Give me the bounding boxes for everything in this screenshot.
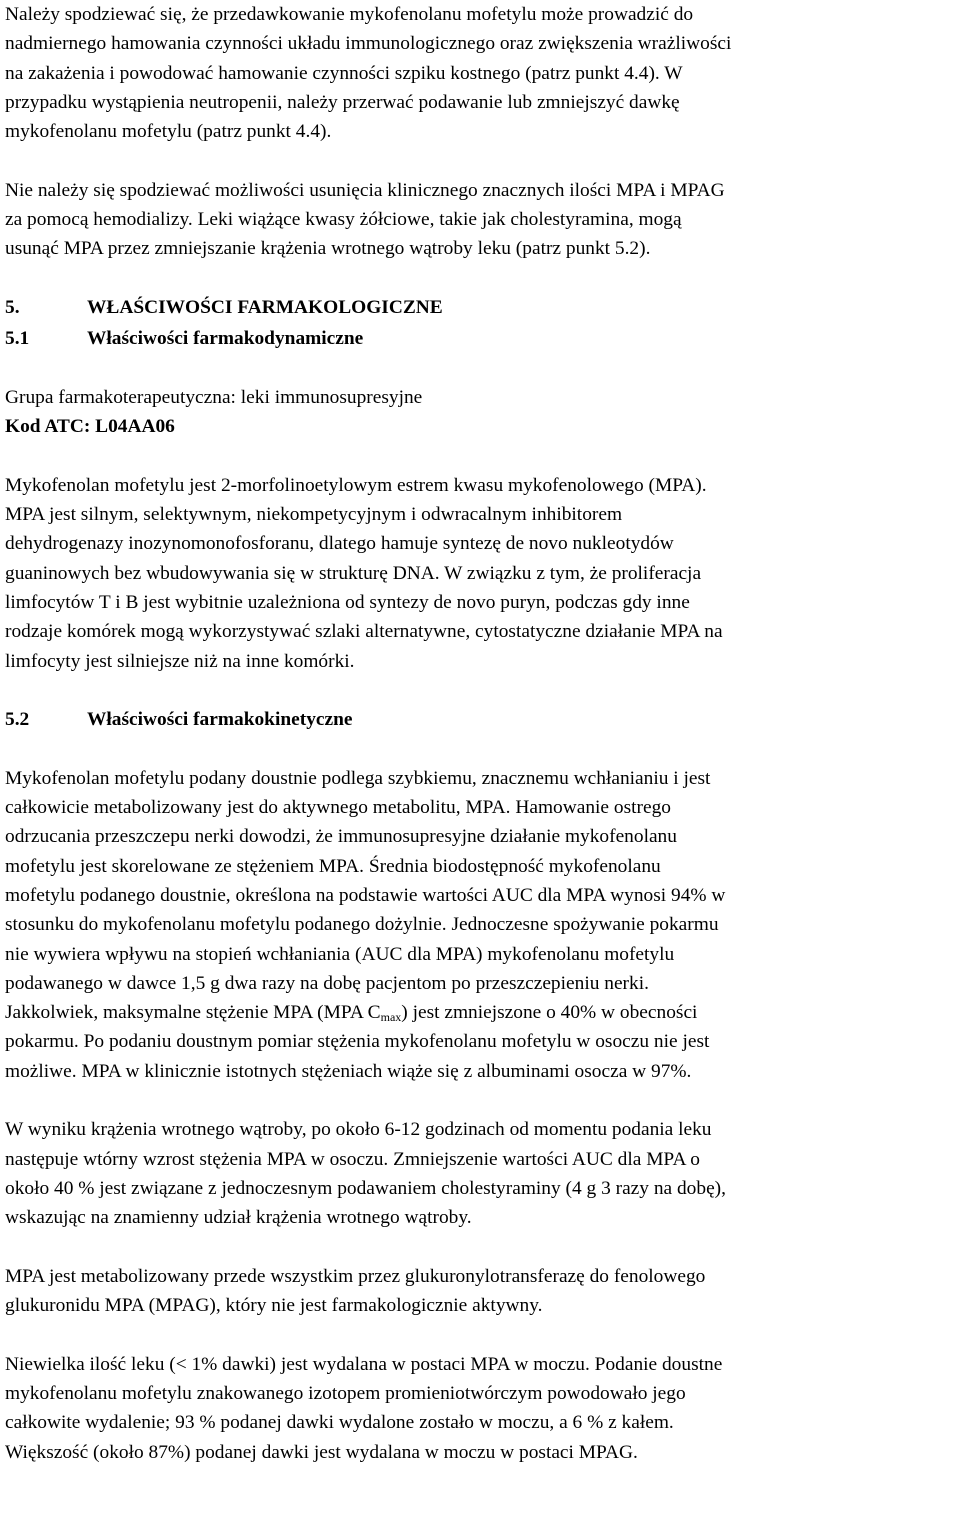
- text-line-cmax: [5, 998, 957, 1027]
- text-line: podawanego w dawce 1,5 g dwa razy na dobę pacjentom po przeszczepieniu nerki.: [5, 972, 649, 994]
- text-line: limfocytów T i B jest wybitnie uzależniona od syntezy de novo puryn, podczas gdy inne: [5, 591, 690, 613]
- paragraph-metabolism: [5, 1262, 957, 1321]
- text-line: mofetylu jest skorelowane ze stężeniem MPA. Średnia biodostępność mykofenolanu: [5, 855, 661, 877]
- text-line: około 40 % jest związane z jednoczesnym podawaniem cholestyraminy (4 g 3 razy na dobę),: [5, 1177, 726, 1199]
- spacer: [5, 734, 957, 763]
- document-page: [5, 0, 957, 1467]
- paragraph-overdose-effects: [5, 0, 957, 146]
- paragraph-absorption: [5, 764, 957, 1086]
- cmax-subscript: max: [380, 1010, 402, 1025]
- text-line: za pomocą hemodializy. Leki wiążące kwasy żółciowe, takie jak cholestyramina, mogą: [5, 209, 682, 231]
- text-line: dehydrogenazy inozynomonofosforanu, dlatego hamuje syntezę de novo nukleotydów: [5, 533, 674, 555]
- text-line: całkowicie metabolizowany jest do aktywnego metabolitu, MPA. Hamowanie ostrego: [5, 797, 671, 819]
- text-line: limfocyty jest silniejsze niż na inne komórki.: [5, 650, 355, 672]
- paragraph-pharmacotherapeutic-group: [5, 383, 957, 442]
- text-line: pokarmu. Po podaniu doustnym pomiar stężenia mykofenolanu mofetylu w osoczu nie jest: [5, 1031, 710, 1053]
- spacer: [5, 1086, 957, 1115]
- cmax-text-before: Jakkolwiek, maksymalne stężenie MPA (MPA C: [5, 1002, 381, 1024]
- text-line: glukuronidu MPA (MPAG), który nie jest farmakologicznie aktywny.: [5, 1295, 543, 1317]
- spacer: [5, 1320, 957, 1349]
- text-line: stosunku do mykofenolanu mofetylu podanego dożylnie. Jednoczesne spożywanie pokarmu: [5, 914, 719, 936]
- text-line: całkowite wydalenie; 93 % podanej dawki wydalone zostało w moczu, a 6 % z kałem.: [5, 1412, 674, 1434]
- text-line: mofetylu podanego doustnie, określona na podstawie wartości AUC dla MPA wynosi 94% w: [5, 884, 726, 906]
- text-line: na zakażenia i powodować hamowanie czynności szpiku kostnego (patrz punkt 4.4). W: [5, 62, 683, 84]
- text-line: możliwe. MPA w klinicznie istotnych stężeniach wiąże się z albuminami osocza w 97%.: [5, 1060, 692, 1082]
- text-line: następuje wtórny wzrost stężenia MPA w osoczu. Zmniejszenie wartości AUC dla MPA o: [5, 1148, 700, 1170]
- text-line: W wyniku krążenia wrotnego wątroby, po około 6-12 godzinach od momentu podania leku: [5, 1119, 712, 1141]
- spacer: [5, 676, 957, 705]
- section-title: Właściwości farmakodynamiczne: [87, 328, 364, 350]
- text-line: MPA jest silnym, selektywnym, niekompetycyjnym i odwracalnym inhibitorem: [5, 504, 623, 526]
- cmax-text-after: ) jest zmniejszone o 40% w obecności: [401, 1002, 698, 1024]
- text-line: rodzaje komórek mogą wykorzystywać szlaki alternatywne, cytostatyczne działanie MPA na: [5, 621, 723, 643]
- text-line: guaninowych bez wbudowywania się w strukturę DNA. W związku z tym, że proliferacja: [5, 562, 702, 584]
- text-line: Większość (około 87%) podanej dawki jest wydalana w moczu w postaci MPAG.: [5, 1441, 638, 1463]
- section-number: 5.: [5, 296, 20, 318]
- spacer: [5, 1232, 957, 1261]
- spacer: [5, 441, 957, 470]
- text-line: Grupa farmakoterapeutyczna: leki immunosupresyjne: [5, 386, 423, 408]
- text-line: nadmiernego hamowania czynności układu immunologicznego oraz zwiększenia wrażliwości: [5, 33, 732, 55]
- paragraph-hemodialysis: [5, 176, 957, 264]
- section-heading-5: [5, 293, 957, 322]
- text-line: mykofenolanu mofetylu (patrz punkt 4.4).: [5, 121, 332, 143]
- atc-code: Kod ATC: L04AA06: [5, 416, 175, 438]
- text-line: Niewielka ilość leku (< 1% dawki) jest wydalana w postaci MPA w moczu. Podanie doustne: [5, 1353, 723, 1375]
- text-line: MPA jest metabolizowany przede wszystkim przez glukuronylotransferazę do fenolowego: [5, 1265, 706, 1287]
- text-line: mykofenolanu mofetylu znakowanego izotopem promieniotwórczym powodowało jego: [5, 1382, 686, 1404]
- text-line: Mykofenolan mofetylu jest 2-morfolinoetylowym estrem kwasu mykofenolowego (MPA).: [5, 474, 707, 496]
- section-heading-5-2: [5, 705, 957, 734]
- text-line: Nie należy się spodziewać możliwości usunięcia klinicznego znacznych ilości MPA i MPAG: [5, 179, 725, 201]
- paragraph-elimination: [5, 1350, 957, 1467]
- text-line: przypadku wystąpienia neutropenii, należy przerwać podawanie lub zmniejszyć dawkę: [5, 91, 680, 113]
- spacer: [5, 264, 957, 293]
- paragraph-enterohepatic: [5, 1115, 957, 1232]
- paragraph-mechanism: [5, 471, 957, 676]
- section-title: WŁAŚCIWOŚCI FARMAKOLOGICZNE: [87, 296, 443, 318]
- text-line: usunąć MPA przez zmniejszanie krążenia wrotnego wątroby leku (patrz punkt 5.2).: [5, 238, 651, 260]
- section-number: 5.2: [5, 709, 30, 731]
- text-line: Mykofenolan mofetylu podany doustnie podlega szybkiemu, znacznemu wchłanianiu i jest: [5, 767, 711, 789]
- text-line: Należy spodziewać się, że przedawkowanie mykofenolanu mofetylu może prowadzić do: [5, 4, 694, 25]
- section-title: Właściwości farmakokinetyczne: [87, 709, 353, 731]
- text-line: wskazując na znamienny udział krążenia wrotnego wątroby.: [5, 1207, 472, 1229]
- spacer: [5, 146, 957, 175]
- spacer: [5, 354, 957, 383]
- text-line: nie wywiera wpływu na stopień wchłaniania (AUC dla MPA) mykofenolanu mofetylu: [5, 943, 675, 965]
- section-heading-5-1: [5, 324, 957, 353]
- text-line: odrzucania przeszczepu nerki dowodzi, że immunosupresyjne działanie mykofenolanu: [5, 826, 677, 848]
- section-number: 5.1: [5, 328, 30, 350]
